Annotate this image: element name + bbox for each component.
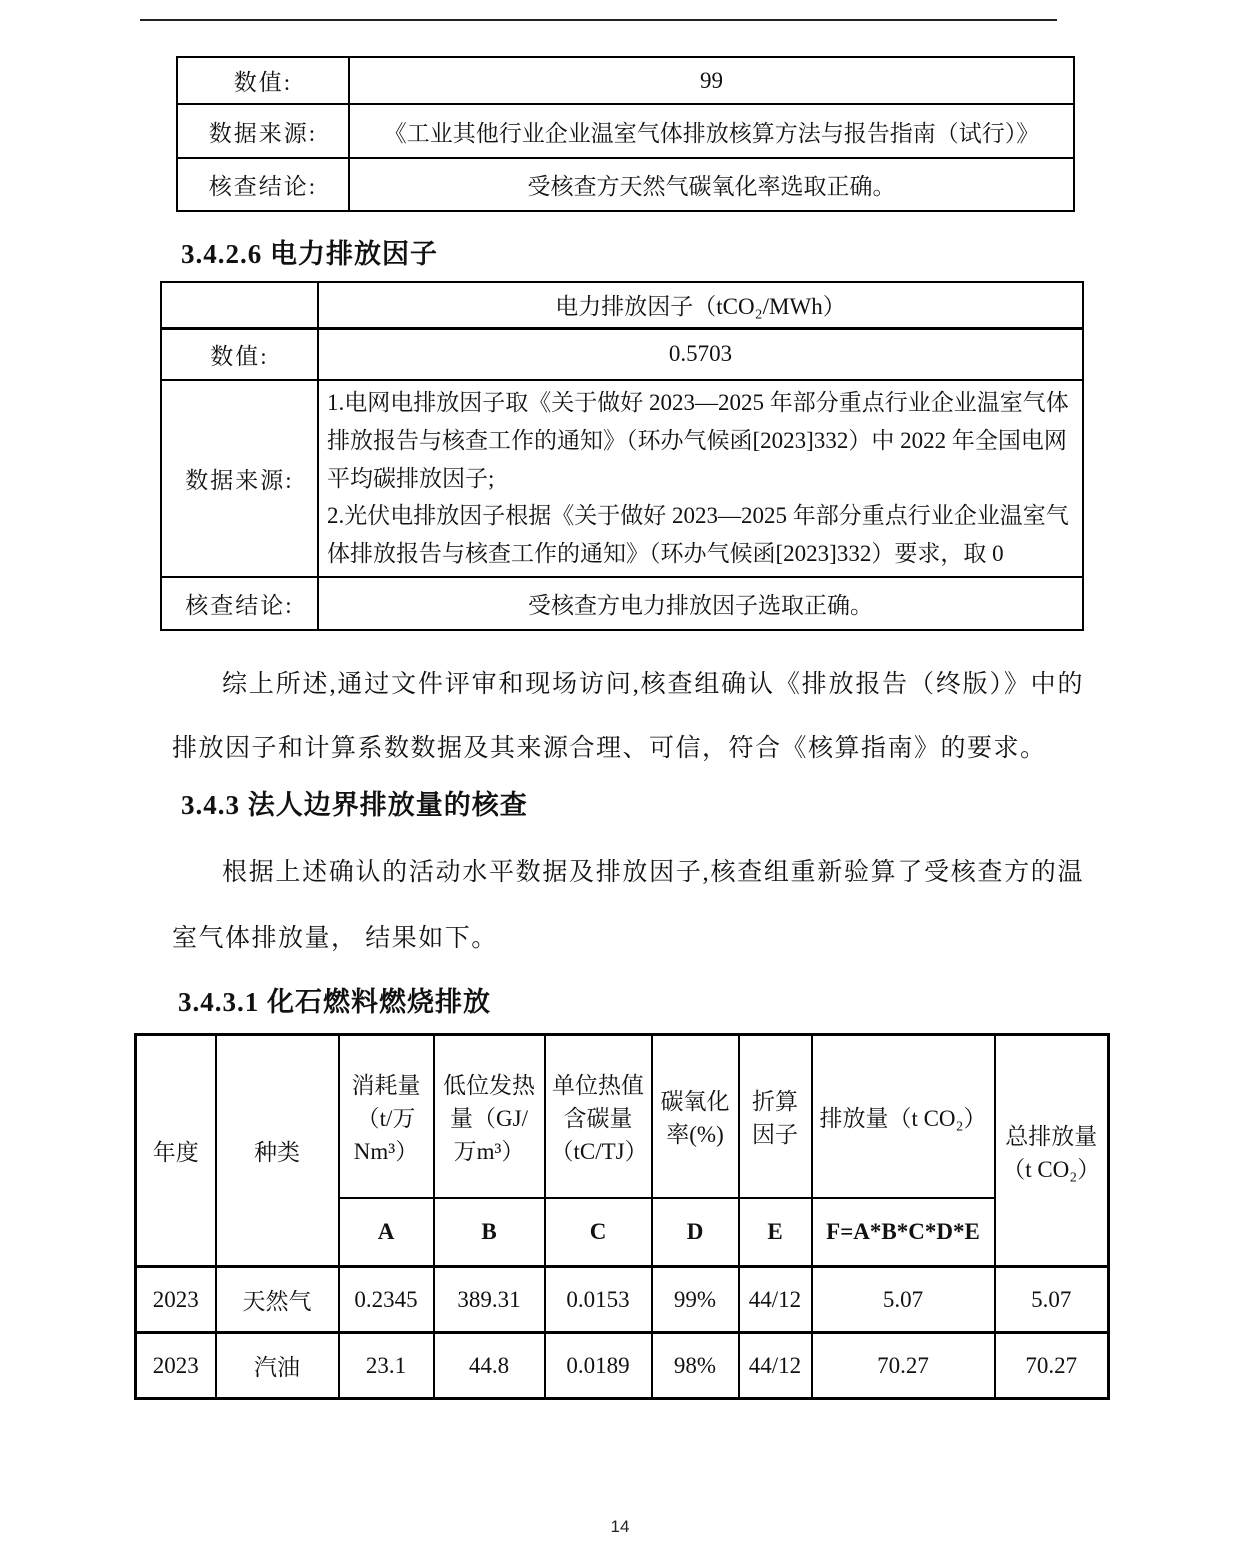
formula-cell: A: [339, 1198, 434, 1267]
formula-cell: D: [652, 1198, 739, 1267]
cell-conversion-factor: 44/12: [739, 1333, 812, 1399]
heading-3-4-3-1: 3.4.3.1 化石燃料燃烧排放: [178, 987, 491, 1017]
cell-emission: 5.07: [812, 1267, 995, 1333]
row-value: 99: [349, 57, 1074, 104]
source-line: 2.光伏电排放因子根据《关于做好 2023—2025 年部分重点行业企业温室气体排放报告与核查工作的通知》（环办气候函[2023]332）要求，取 0: [327, 503, 1069, 567]
table-row: [136, 1333, 1109, 1399]
cell-year: 2023: [136, 1267, 216, 1333]
cell-carbon-content: 0.0153: [545, 1267, 652, 1333]
heading-3-4-2-6: 3.4.2.6 电力排放因子: [181, 239, 438, 269]
column-header-cell: 电力排放因子（tCO₂/MWh）: [318, 282, 1083, 328]
gas-oxidation-rate-table: [176, 56, 1075, 212]
cell-fuel-type: 汽油: [216, 1333, 339, 1399]
row-label: 数据来源:: [161, 380, 318, 577]
header-ncv: 低位发热量（GJ/万m³）: [434, 1035, 545, 1198]
cell-ncv: 44.8: [434, 1333, 545, 1399]
row-value: 受核查方电力排放因子选取正确。: [318, 577, 1083, 630]
table-header-row: [136, 1035, 1109, 1198]
cell-consumption: 0.2345: [339, 1267, 434, 1333]
heading-3-4-3: 3.4.3 法人边界排放量的核查: [181, 790, 528, 820]
formula-cell: F=A*B*C*D*E: [812, 1198, 995, 1267]
paragraph-summary: 综上所述,通过文件评审和现场访问,核查组确认《排放报告（终版）》中的排放因子和计算系数数据及其来源合理、可信，符合《核算指南》的要求。: [172, 671, 1084, 762]
table-row: [136, 1267, 1109, 1333]
paragraph-recalculation: 根据上述确认的活动水平数据及排放因子,核查组重新验算了受核查方的温室气体排放量， 结果如下。: [172, 859, 1084, 952]
row-value: 受核查方天然气碳氧化率选取正确。: [349, 158, 1074, 211]
header-conversion-factor: 折算因子: [739, 1035, 812, 1198]
cell-carbon-content: 0.0189: [545, 1333, 652, 1399]
page-number: 14: [610, 1517, 630, 1536]
cell-total-emission: 70.27: [995, 1333, 1109, 1399]
electricity-emission-factor-table: [160, 281, 1084, 631]
cell-consumption: 23.1: [339, 1333, 434, 1399]
row-label: 数值:: [161, 328, 318, 380]
cell-year: 2023: [136, 1333, 216, 1399]
table-row: [177, 158, 1074, 211]
header-oxidation-rate: 碳氧化率(%): [652, 1035, 739, 1198]
table-row: [161, 577, 1083, 630]
header-type: 种类: [216, 1035, 339, 1267]
cell-emission: 70.27: [812, 1333, 995, 1399]
empty-corner-cell: [161, 282, 318, 328]
table-row: [177, 104, 1074, 158]
cell-oxidation-rate: 99%: [652, 1267, 739, 1333]
row-label: 数值:: [177, 57, 349, 104]
row-label: 数据来源:: [177, 104, 349, 158]
header-emission: 排放量（t CO₂）: [812, 1035, 995, 1198]
header-rule: [140, 19, 1057, 21]
row-value: 《工业其他行业企业温室气体排放核算方法与报告指南（试行）》: [349, 104, 1074, 158]
table-row: [161, 328, 1083, 380]
data-source-cell: [318, 380, 1083, 577]
cell-fuel-type: 天然气: [216, 1267, 339, 1333]
cell-oxidation-rate: 98%: [652, 1333, 739, 1399]
table-row: [161, 380, 1083, 577]
formula-cell: C: [545, 1198, 652, 1267]
source-line: 1.电网电排放因子取《关于做好 2023—2025 年部分重点行业企业温室气体排放报告与核查工作的通知》（环办气候函[2023]332）中 2022 年全国电网平均碳排放因子;: [327, 389, 1069, 491]
header-carbon-content: 单位热值含碳量（tC/TJ）: [545, 1035, 652, 1198]
cell-total-emission: 5.07: [995, 1267, 1109, 1333]
cell-ncv: 389.31: [434, 1267, 545, 1333]
formula-cell: B: [434, 1198, 545, 1267]
fossil-fuel-emission-table: [134, 1033, 1110, 1400]
formula-cell: E: [739, 1198, 812, 1267]
row-label: 核查结论:: [177, 158, 349, 211]
row-value: 0.5703: [318, 328, 1083, 380]
row-label: 核查结论:: [161, 577, 318, 630]
header-consumption: 消耗量（t/万Nm³）: [339, 1035, 434, 1198]
header-year: 年度: [136, 1035, 216, 1267]
header-total-emission: 总排放量（t CO₂）: [995, 1035, 1109, 1267]
cell-conversion-factor: 44/12: [739, 1267, 812, 1333]
table-row: [161, 282, 1083, 328]
table-row: [177, 57, 1074, 104]
